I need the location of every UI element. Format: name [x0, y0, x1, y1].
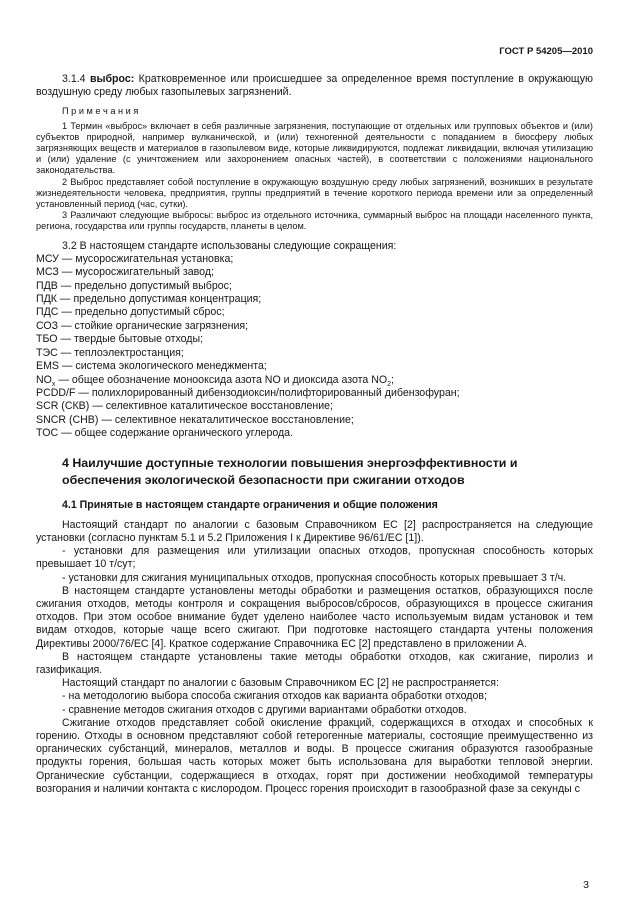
- paragraph-list-item-municipal: - установки для сжигания муниципальных отходов, пропускная способность которых превышает 3 т/ч.: [62, 571, 567, 584]
- abbreviations-intro: 3.2 В настоящем стандарте использованы следующие сокращения:: [62, 239, 397, 252]
- abbreviation-scr: SCR (СКВ) — селективное каталитическое восстановление;: [36, 400, 334, 413]
- abbreviation-tbo: ТБО — твердые бытовые отходы;: [36, 333, 204, 346]
- abbreviation-pds: ПДС — предельно допустимый сброс;: [36, 306, 225, 319]
- abbreviation-ems: EMS — система экологического менеджмента;: [36, 360, 267, 373]
- abbreviation-tes: ТЭС — теплоэлектростанция;: [36, 346, 184, 359]
- abbreviation-pcdd: PCDD/F — полихлорированный дибензодиоксин/полифторированный дибензофуран;: [36, 386, 460, 399]
- note-item-1: 1 Термин «выброс» включает в себя различные загрязнения, поступающие от отдельных или групповых объектов и (или) субъектов природной, например вулканической, и (или) техногенной деятельности с попаданием в биосферу любых загрязняющих веществ и материалов в газопылевом виде, которые ликвидируются, подлежат ликвидации, включая утилизацию и (или) удаление (с уничтожением или захоронением опасных частей), в соответствии с положениями национального законодательства.: [36, 120, 593, 176]
- paragraph-scope-1: Настоящий стандарт по аналогии с базовым Справочником ЕС [2] распространяется на следующие установки (согласно пунктам 5.1 и 5.2 Приложения I к Директиве 96/61/ЕС [1]).: [36, 518, 593, 544]
- section-4-heading: 4 Наилучшие доступные технологии повышения энергоэффективности и обеспечения экологической безопасности при сжигании отходов: [62, 455, 518, 487]
- paragraph-list-item-methodology: - на методологию выбора способа сжигания отходов как варианта обработки отходов;: [62, 690, 487, 703]
- definition-text: Кратковременное или происшедшее за определенное время поступление в окружающую воздушную среду любых газопылевых загрязнений.: [36, 73, 593, 99]
- abbreviation-pdv: ПДВ — предельно допустимый выброс;: [36, 279, 232, 292]
- note-item-3: 3 Различают следующие выбросы: выброс из отдельного источника, суммарный выброс на площади населенного пункта, региона, государства или группы государств, планеты в целом.: [36, 210, 593, 232]
- abbr-nox-subscript-2: 2: [387, 380, 392, 388]
- notes-heading: П р и м е ч а н и я: [62, 106, 139, 117]
- abbreviation-sncr: SNCR (СНВ) — селективное некаталитическое восстановление;: [36, 413, 354, 426]
- abbr-nox-end: ;: [391, 373, 394, 386]
- page-number: 3: [583, 879, 589, 891]
- note-item-2: 2 Выброс представляет собой поступление в окружающую воздушную среду любых загрязнений, возникших в результате жизнедеятельности человека, предприятия, группы предприятий в течение короткого периода времени или за определенный установленный период (час, сутки).: [36, 176, 593, 210]
- abbreviation-msz: МСЗ — мусоросжигательный завод;: [36, 266, 214, 279]
- paragraph-not-applicable: Настоящий стандарт по аналогии с базовым Справочником ЕС [2] не распространяется:: [62, 677, 499, 690]
- abbreviation-soz: СОЗ — стойкие органические загрязнения;: [36, 319, 249, 332]
- abbreviation-nox: [36, 374, 593, 387]
- standard-number: ГОСТ Р 54205—2010: [499, 46, 593, 57]
- paragraph-methods: В настоящем стандарте установлены методы обработки и размещения остатков, образующихся после сжигания отходов, методы контроля и сокращения выбросов/сбросов, образующихся в процессе сжигания отходов. При этом особое внимание будет уделено наиболее часто используемым видам установок и тем видам отходов, которые чаще всего сжигают. При подготовке настоящего стандарта учтены положения Директивы 2000/76/ЕС [4]. Краткое содержание Справочника ЕС [2] представлено в приложении А.: [36, 584, 593, 650]
- abbr-nox-subscript-x: x: [51, 380, 56, 388]
- definition-term: выброс:: [89, 73, 135, 85]
- paragraph-list-item-hazardous: - установки для размещения или утилизации опасных отходов, пропускная способность которых превышает 10 т/сут;: [36, 545, 593, 571]
- section-4-1-heading: 4.1 Принятые в настоящем стандарте ограничения и общие положения: [62, 498, 438, 511]
- definition-number: 3.1.4: [62, 73, 86, 85]
- abbr-nox-text: — общее обозначение монооксида азота NO и диоксида азота NO: [55, 373, 388, 386]
- abbreviation-msu: МСУ — мусоросжигательная установка;: [36, 252, 234, 265]
- paragraph-treatment-types: В настоящем стандарте установлены такие методы обработки отходов, как сжигание, пиролиз и газификация.: [36, 650, 593, 676]
- definition-paragraph: [36, 73, 593, 99]
- abbreviation-toc: TOC — общее содержание органического углерода.: [36, 427, 294, 440]
- paragraph-incineration-description: Сжигание отходов представляет собой окисление фракций, содержащихся в отходах и способных к горению. Отходы в основном представляют собой гетерогенные материалы, состоящие преимущественно из органических субстанций, минералов, металлов и воды. В процессе сжигания образуются газообразные продукты горения, большая часть которых может быть использована для выработки тепловой энергии. Органические субстанции, содержащиеся в отходах, горят при достижении необходимой температуры возгорания и наличии контакта с кислородом. Процесс горения происходит в газообразной фазе за секунды с: [36, 716, 593, 795]
- paragraph-list-item-comparison: - сравнение методов сжигания отходов с другими вариантами обработки отходов.: [62, 703, 467, 716]
- abbr-nox-base: NO: [36, 373, 52, 386]
- abbreviation-pdk: ПДК — предельно допустимая концентрация;: [36, 293, 262, 306]
